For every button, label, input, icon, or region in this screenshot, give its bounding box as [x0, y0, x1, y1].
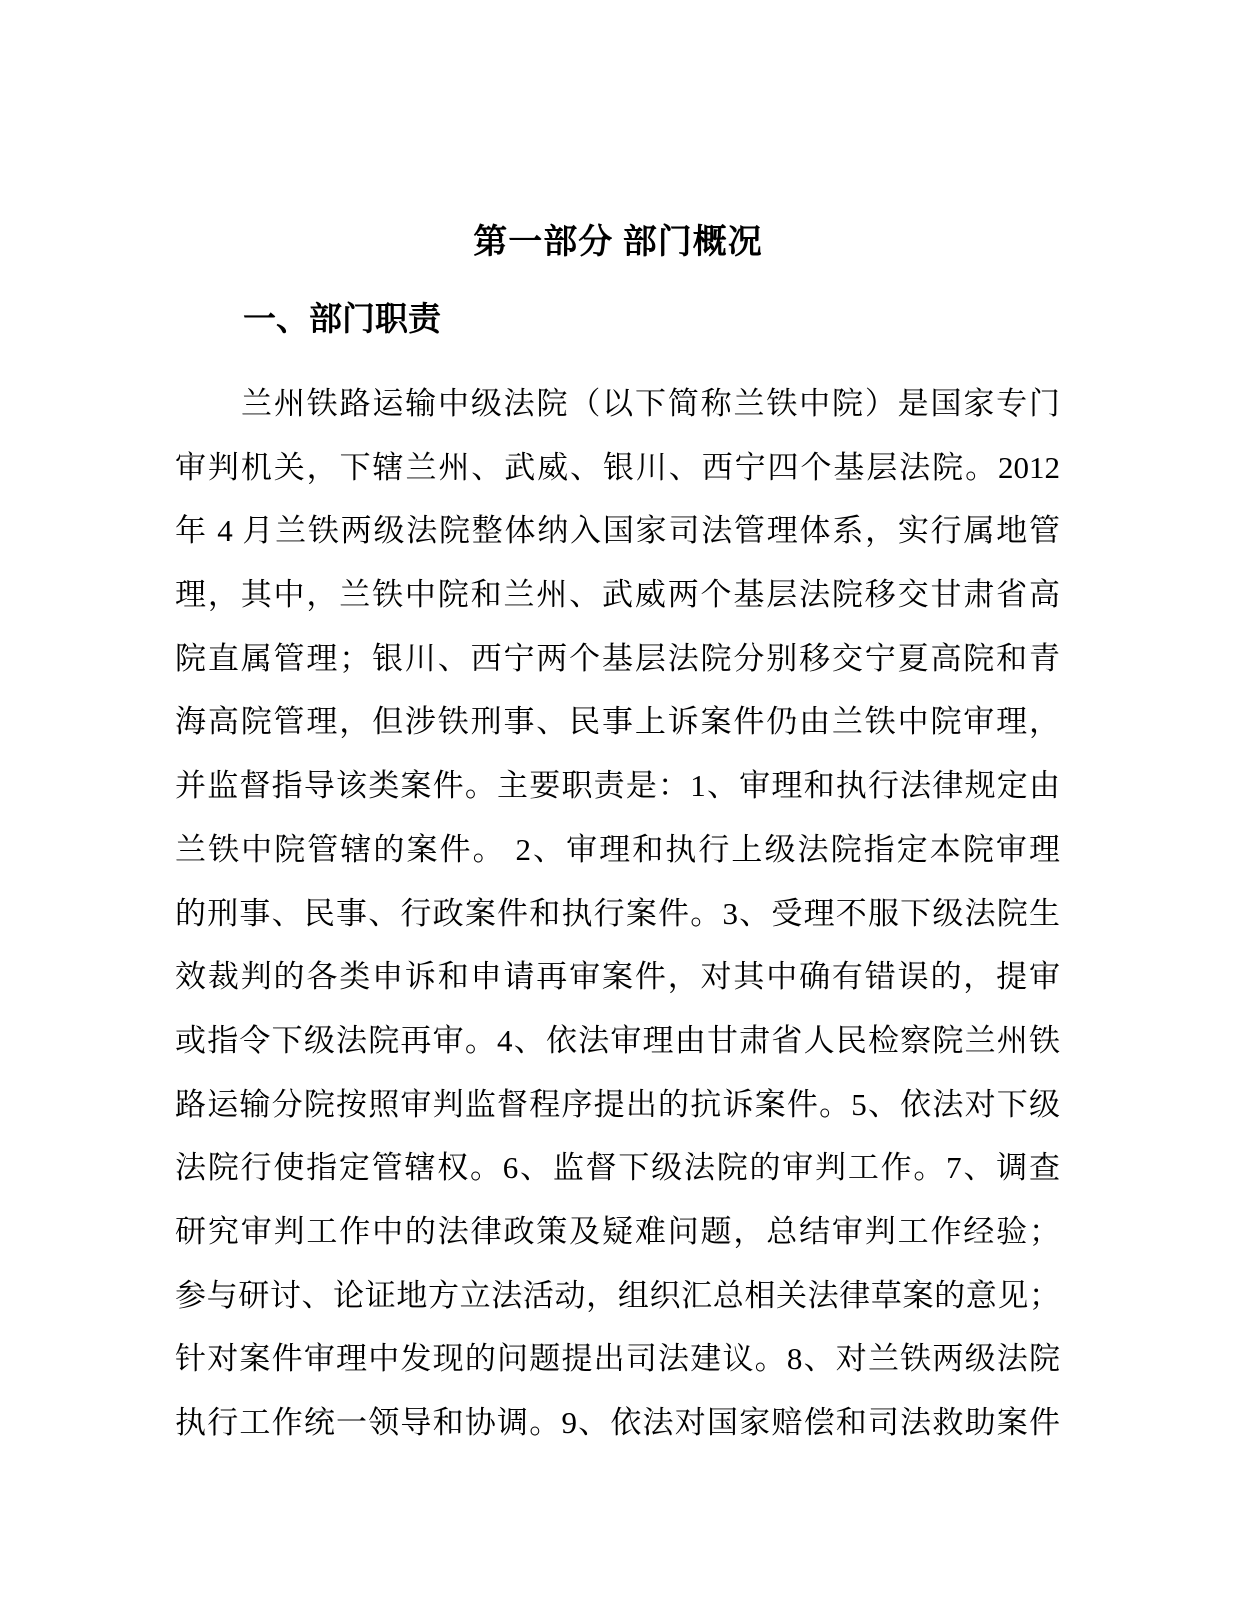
- paragraph-line: 路运输分院按照审判监督程序提出的抗诉案件。5、依法对下级: [175, 1086, 1060, 1122]
- paragraph-line: 针对案件审理中发现的问题提出司法建议。8、对兰铁两级法院: [175, 1341, 1060, 1377]
- body-paragraph: [175, 372, 1060, 1455]
- paragraph-line: 年 4 月兰铁两级法院整体纳入国家司法管理体系，实行属地管: [175, 513, 1060, 549]
- page-title: 第一部分 部门概况: [473, 224, 763, 261]
- paragraph-line: 兰铁中院管辖的案件。 2、审理和执行上级法院指定本院审理: [175, 831, 1060, 867]
- paragraph-line: 兰州铁路运输中级法院（以下简称兰铁中院）是国家专门: [241, 386, 1060, 421]
- paragraph-line: 参与研讨、论证地方立法活动，组织汇总相关法律草案的意见；: [175, 1277, 1060, 1313]
- paragraph-line: 执行工作统一领导和协调。9、依法对国家赔偿和司法救助案件: [175, 1405, 1060, 1440]
- section-heading: 一、部门职责: [243, 300, 441, 337]
- paragraph-line: 院直属管理；银川、西宁两个基层法院分别移交宁夏高院和青: [175, 640, 1060, 676]
- paragraph-line: 或指令下级法院再审。4、依法审理由甘肃省人民检察院兰州铁: [175, 1022, 1060, 1058]
- paragraph-line: 研究审判工作中的法律政策及疑难问题，总结审判工作经验；: [175, 1213, 1060, 1249]
- paragraph-line: 效裁判的各类申诉和申请再审案件，对其中确有错误的，提审: [175, 959, 1060, 995]
- paragraph-line: 审判机关，下辖兰州、武威、银川、西宁四个基层法院。2012: [175, 449, 1060, 485]
- paragraph-line: 理，其中，兰铁中院和兰州、武威两个基层法院移交甘肃省高: [175, 577, 1060, 613]
- paragraph-line: 法院行使指定管辖权。6、监督下级法院的审判工作。7、调查: [175, 1150, 1060, 1186]
- paragraph-line: 并监督指导该类案件。主要职责是：1、审理和执行法律规定由: [175, 768, 1060, 804]
- paragraph-line: 的刑事、民事、行政案件和执行案件。3、受理不服下级法院生: [175, 895, 1060, 931]
- paragraph-line: 海高院管理，但涉铁刑事、民事上诉案件仍由兰铁中院审理，: [175, 704, 1060, 740]
